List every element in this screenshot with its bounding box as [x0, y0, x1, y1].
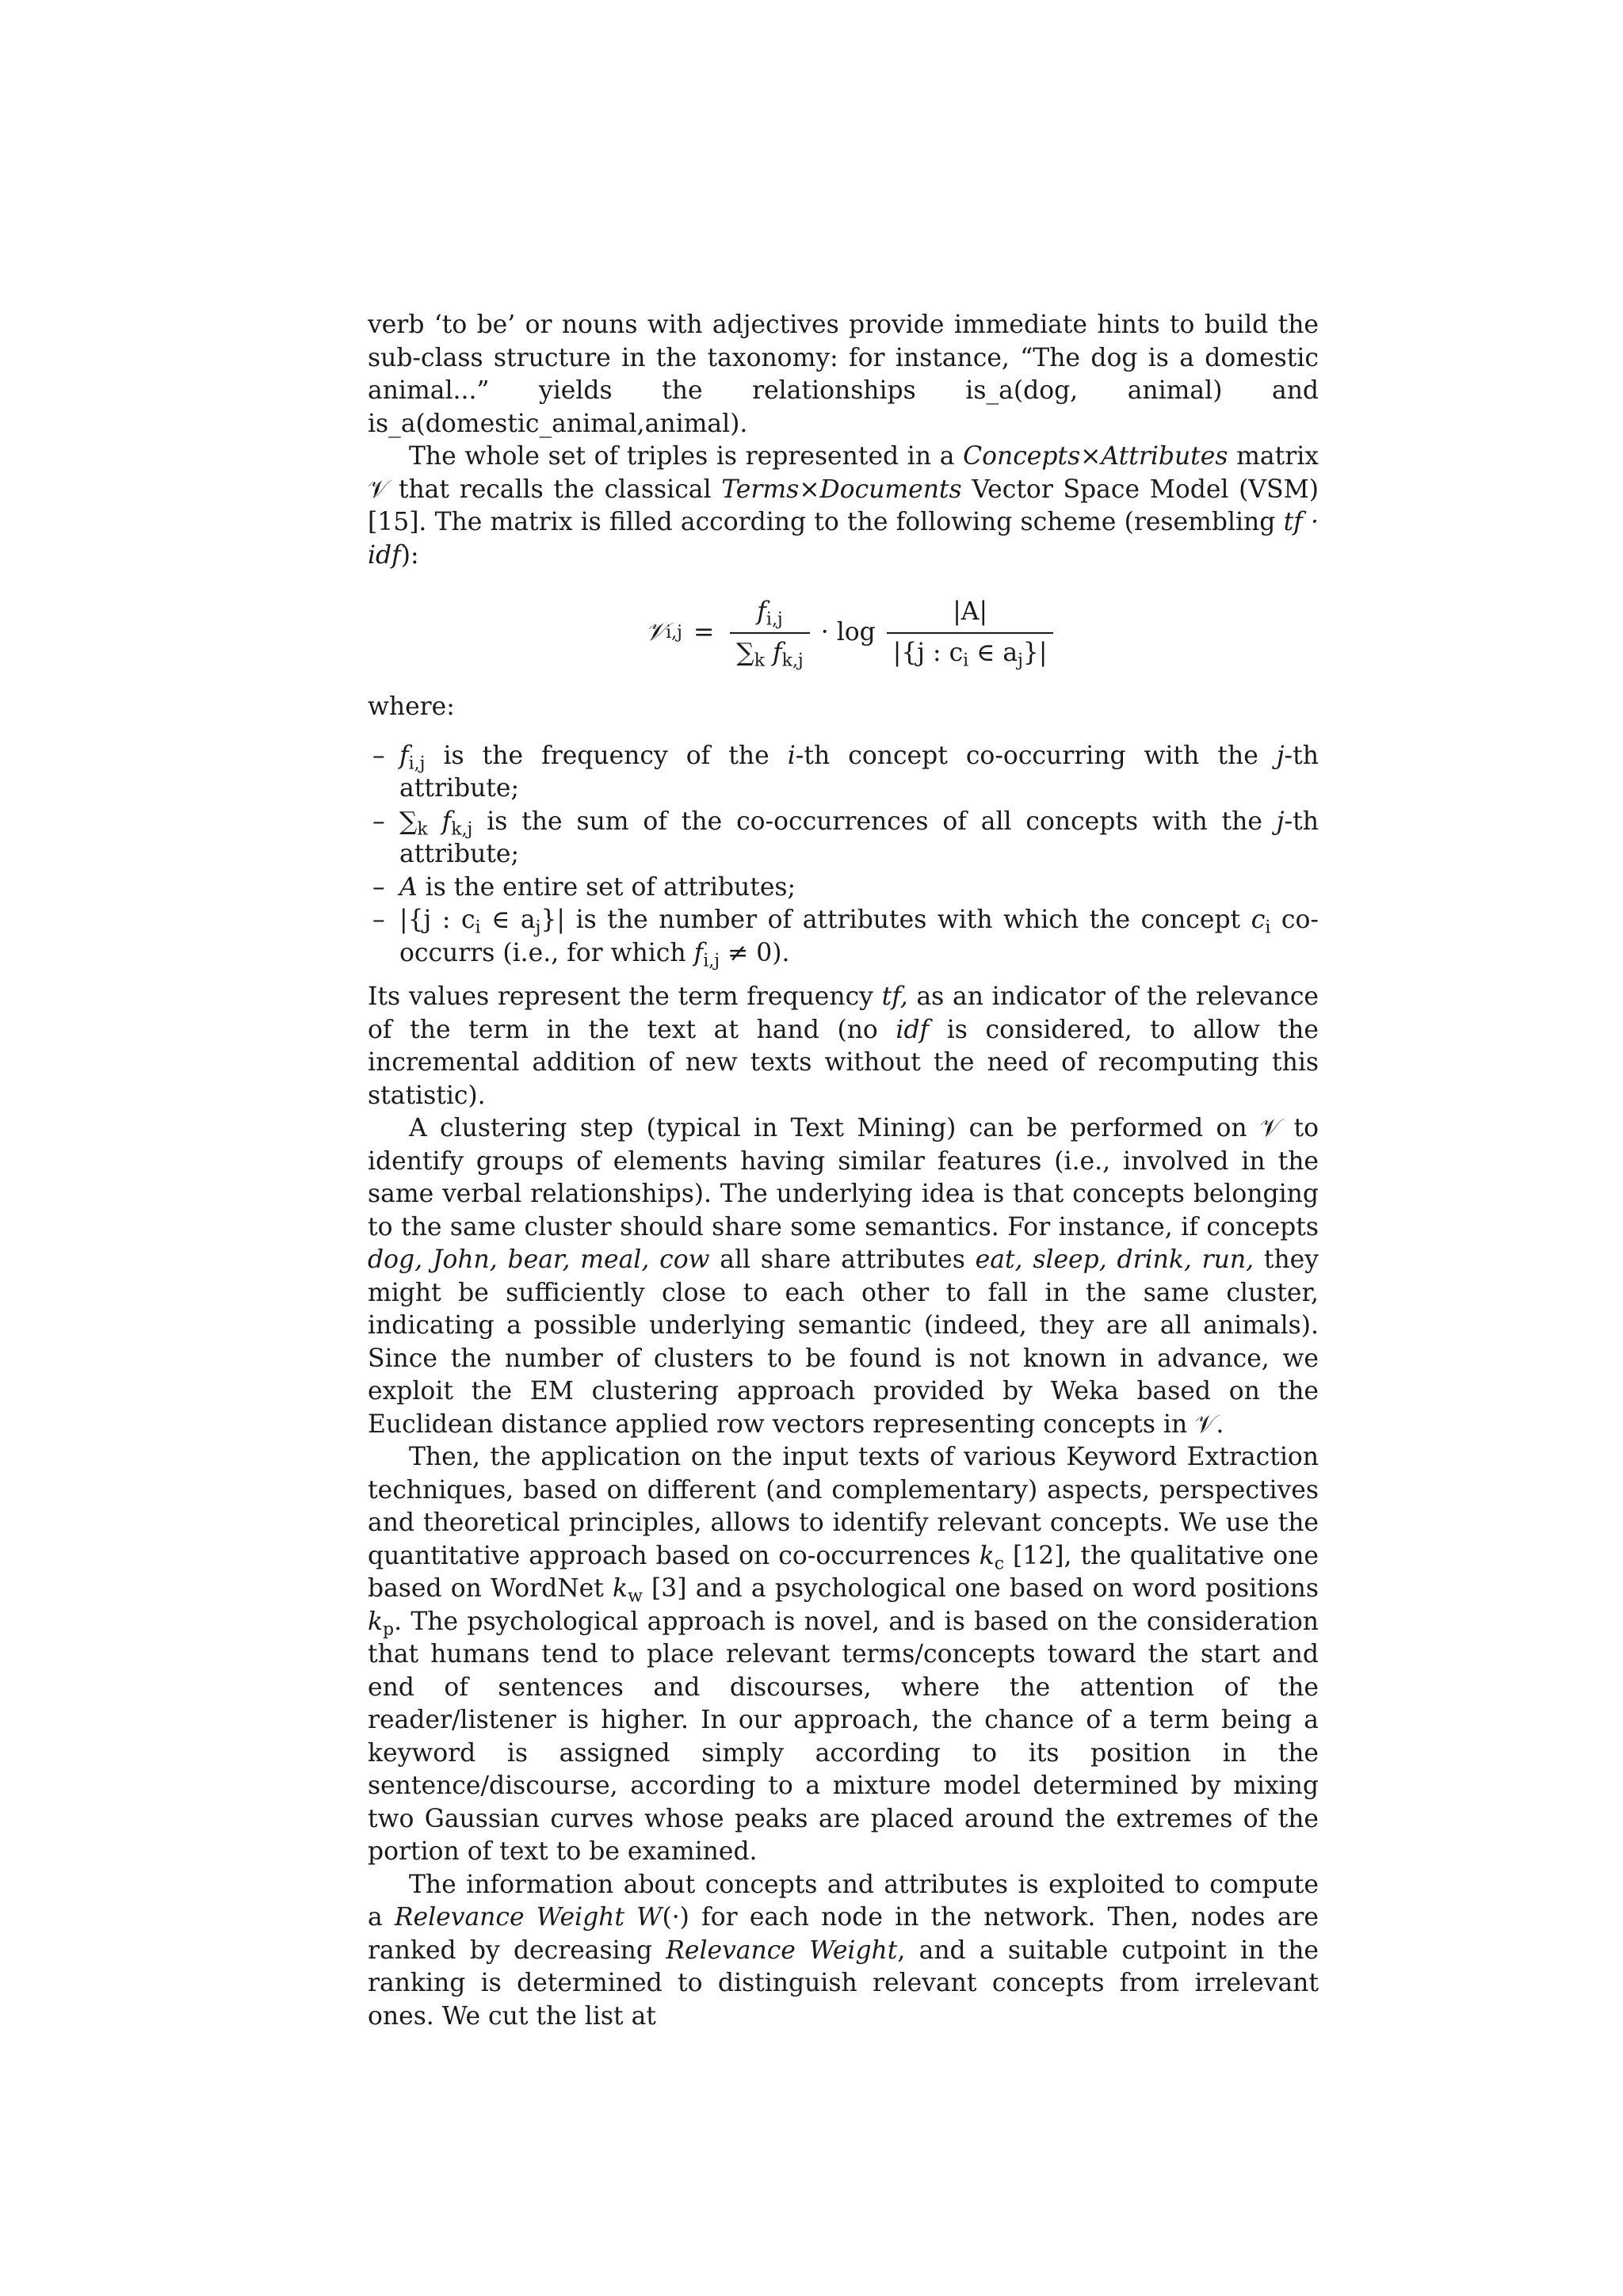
paragraph-4: A clustering step (typical in Text Mining) can be performed on 𝒱 to identify groups of elements having similar features (i.e., involved in the same verbal relationships). The underlying idea is that concepts belonging to the same cluster should share some semantics. For instance, if concepts dog, John, bear, meal, cow all share attributes eat, sleep, drink, run, they might be sufficiently close to each other to fall in the same cluster, indicating a possible underlying semantic (indeed, they are all animals). Since the number of clusters to be found is not known in advance, we exploit the EM clustering approach provided by Weka based on the Euclidean distance applied row vectors representing concepts in 𝒱.	[368, 1114, 1319, 1439]
list-item: – |{j : $c_i$ ∈ $a_j\}|$ is the number of attributes with which the concept $c_i$ co-occurrs (i.e., for which $f_{i,j} \ne 0$).	[372, 906, 1319, 971]
where-label: where:	[368, 692, 455, 721]
list-item: – $\sum_k$ $f_{k,j}$ is the sum of the co-occurrences of all concepts with the j-th attribute;	[372, 807, 1319, 868]
relevance-equation: 𝒱 i,j = $\frac{f_{i,j}}{\sum_k f_{k,j}}$ · log $\frac{|A|}{|\{j : c_i \in a_j\}|}$	[645, 596, 1058, 669]
paragraph-3: Its values represent the term frequency tf, as an indicator of the relevance of the term in the text at hand (no idf is considered, to allow the incremental addition of new texts without the need of recomputing this statistic).	[368, 982, 1319, 1110]
definition-list	[368, 740, 1319, 971]
paragraph-2: The whole set of triples is represented in a Concepts×Attributes matrix 𝒱 that recalls the classical Terms×Documents Vector Space Model (VSM) [15]. The matrix is filled according to the following scheme (resembling tf · idf):	[368, 442, 1319, 570]
idf-fraction: $\frac{|A|}{|\{j : c_i \in a_j\}|}$	[887, 596, 1054, 669]
paragraph-1: verb ‘to be’ or nouns with adjectives provide immediate hints to build the sub-class structure in the taxonomy: for instance, “The dog is a domestic animal...” yields the relationships is_a(dog, animal) and is_a(domestic_animal,animal).	[368, 311, 1319, 438]
list-item: – A is the entire set of attributes;	[372, 872, 796, 902]
paragraph-6: The information about concepts and attributes is exploited to compute a Relevance Weight W(·) for each node in the network. Then, nodes are ranked by decreasing Relevance Weight, and a suitable cutpoint in the ranking is determined to distinguish relevant concepts from irrelevant ones. We cut the list at	[368, 1870, 1319, 2031]
list-item: – $f_{i,j}$ is the frequency of the i-th concept co-occurring with the j-th attribute;	[372, 741, 1319, 803]
page-body	[368, 309, 1319, 2033]
paragraph-5: Then, the application on the input texts of various Keyword Extraction techniques, based on different (and complementary) aspects, perspectives and theoretical principles, allows to identify relevant concepts. We use the quantitative approach based on co-occurrences $k_c$ [12], the qualitative one based on WordNet $k_w$ [3] and a psychological one based on word positions $k_p$. The psychological approach is novel, and is based on the consideration that humans tend to place relevant terms/concepts toward the start and end of sentences and discourses, where the attention of the reader/listener is higher. In our approach, the chance of a term being a keyword is assigned simply according to its position in the sentence/discourse, according to a mixture model determined by mixing two Gaussian curves whose peaks are placed around the extremes of the portion of text to be examined.	[368, 1443, 1319, 1866]
equation-block	[368, 572, 1319, 691]
frequency-fraction: $\frac{f_{i,j}}{\sum_k f_{k,j}}$	[730, 596, 809, 669]
